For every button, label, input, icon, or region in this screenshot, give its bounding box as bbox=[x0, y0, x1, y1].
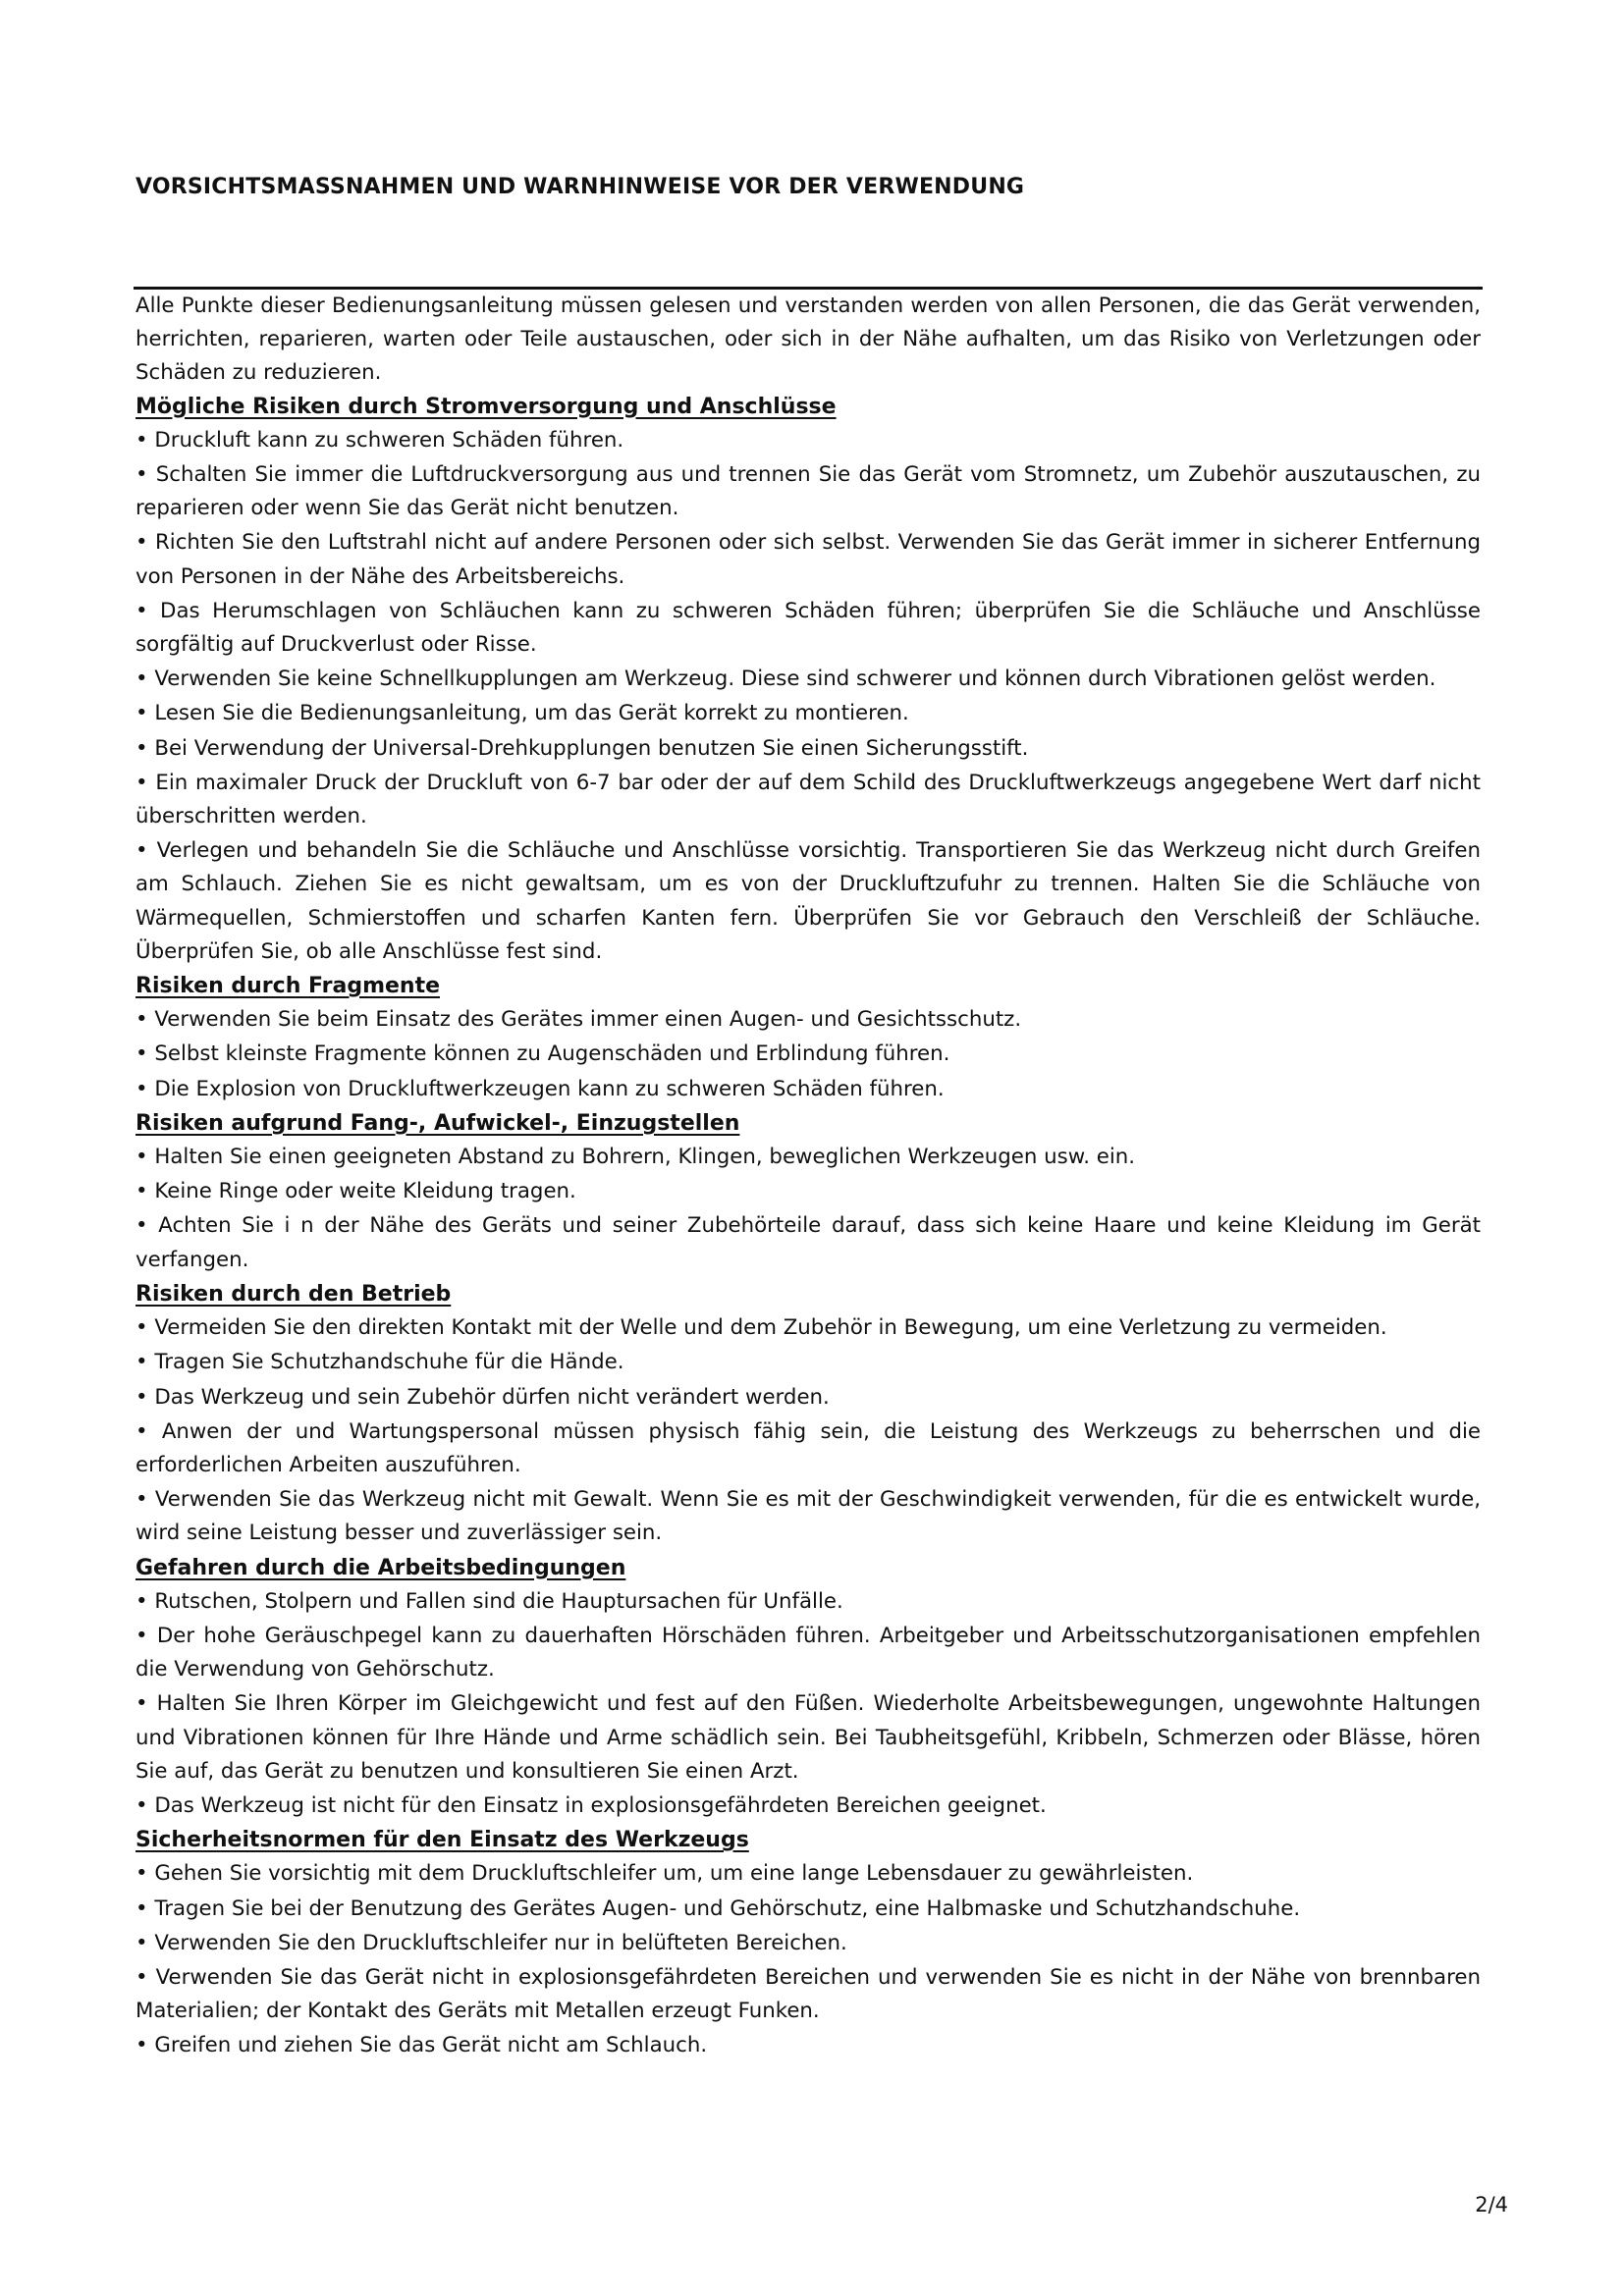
list-item: • Anwen der und Wartungspersonal müssen physisch fähig sein, die Leistung des Werkzeugs zu beherrschen und die erforderlichen Arbeiten auszuführen. bbox=[135, 1418, 1481, 1477]
page-number: 2/4 bbox=[1475, 2193, 1508, 2216]
list-item: • Ein maximaler Druck der Druckluft von 6-7 bar oder der auf dem Schild des Druckluftwerkzeugs angegebene Wert darf nicht überschritten werden. bbox=[135, 770, 1481, 829]
page-title: VORSICHTSMASSNAHMEN UND WARNHINWEISE VOR DER VERWENDUNG bbox=[135, 175, 1025, 199]
list-item: • Verwenden Sie beim Einsatz des Gerätes immer einen Augen- und Gesichtsschutz. bbox=[135, 1007, 1022, 1033]
list-item: • Lesen Sie die Bedienungsanleitung, um das Gerät korrekt zu montieren. bbox=[135, 701, 909, 726]
section-heading-power-supply: Mögliche Risiken durch Stromversorgung und Anschlüsse bbox=[135, 394, 837, 419]
list-item: • Verwenden Sie das Werkzeug nicht mit Gewalt. Wenn Sie es mit der Geschwindigkeit verwenden, für die es entwickelt wurde, wird seine Leistung besser und zuverlässiger sein. bbox=[135, 1487, 1481, 1546]
list-item: • Vermeiden Sie den direkten Kontakt mit der Welle und dem Zubehör in Bewegung, um eine Verletzung zu vermeiden. bbox=[135, 1315, 1387, 1341]
list-item: • Das Herumschlagen von Schläuchen kann zu schweren Schäden führen; überprüfen Sie die Schläuche und Anschlüsse sorgfältig auf Druckverlust oder Risse. bbox=[135, 598, 1481, 658]
list-item: • Druckluft kann zu schweren Schäden führen. bbox=[135, 427, 624, 453]
list-item: • Verwenden Sie keine Schnellkupplungen am Werkzeug. Diese sind schwerer und können durch Vibrationen gelöst werden. bbox=[135, 667, 1436, 692]
list-item: • Selbst kleinste Fragmente können zu Augenschäden und Erblindung führen. bbox=[135, 1041, 950, 1067]
list-item: • Die Explosion von Druckluftwerkzeugen kann zu schweren Schäden führen. bbox=[135, 1076, 945, 1101]
list-item: • Verwenden Sie den Druckluftschleifer nur in belüfteten Bereichen. bbox=[135, 1930, 847, 1955]
list-item: • Das Werkzeug ist nicht für den Einsatz in explosionsgefährdeten Bereichen geeignet. bbox=[135, 1792, 1047, 1818]
list-item: • Keine Ringe oder weite Kleidung tragen. bbox=[135, 1179, 576, 1204]
list-item: • Tragen Sie bei der Benutzung des Gerätes Augen- und Gehörschutz, eine Halbmaske und Schutzhandschuhe. bbox=[135, 1896, 1301, 1921]
section-heading-fragments: Risiken durch Fragmente bbox=[135, 974, 441, 999]
list-item: • Schalten Sie immer die Luftdruckversorgung aus und trennen Sie das Gerät vom Stromnetz, um Zubehör auszutauschen, zu reparieren oder wenn Sie das Gerät nicht benutzen. bbox=[135, 462, 1481, 521]
list-item: • Das Werkzeug und sein Zubehör dürfen nicht verändert werden. bbox=[135, 1384, 830, 1410]
list-item: • Greifen und ziehen Sie das Gerät nicht am Schlauch. bbox=[135, 2033, 708, 2058]
list-item: • Rutschen, Stolpern und Fallen sind die Hauptursachen für Unfälle. bbox=[135, 1588, 843, 1614]
section-heading-entanglement: Risiken aufgrund Fang-, Aufwickel-, Einzugstellen bbox=[135, 1110, 740, 1136]
list-item: • Verwenden Sie das Gerät nicht in explosionsgefährdeten Bereichen und verwenden Sie es nicht in der Nähe von brennbaren Materialien; der Kontakt des Geräts mit Metallen erzeugt Funken. bbox=[135, 1964, 1481, 2024]
list-item: • Richten Sie den Luftstrahl nicht auf andere Personen oder sich selbst. Verwenden Sie das Gerät immer in sicherer Entfernung von Personen in der Nähe des Arbeitsbereichs. bbox=[135, 530, 1481, 589]
list-item: • Achten Sie i n der Nähe des Geräts und seiner Zubehörteile darauf, dass sich keine Haare und keine Kleidung im Gerät verfangen. bbox=[135, 1213, 1481, 1272]
list-item: • Verlegen und behandeln Sie die Schläuche und Anschlüsse vorsichtig. Transportieren Sie das Werkzeug nicht durch Greifen am Schlauch. Ziehen Sie es nicht gewaltsam, um es von der Druckluftzufuhr zu trennen. Halten Sie die Schläuche von Wärmequellen, Schmierstoffen und scharfen Kanten fern. Überprüfen Sie vor Gebrauch den Verschleiß der Schläuche. Überprüfen Sie, ob alle Anschlüsse fest sind. bbox=[135, 838, 1481, 964]
list-item: • Halten Sie Ihren Körper im Gleichgewicht und fest auf den Füßen. Wiederholte Arbeitsbewegungen, ungewohnte Haltungen und Vibrationen können für Ihre Hände und Arme schädlich sein. Bei Taubheitsgefühl, Kribbeln, Schmerzen oder Blässe, hören Sie auf, das Gerät zu benutzen und konsultieren Sie einen Arzt. bbox=[135, 1691, 1481, 1784]
document-body bbox=[135, 290, 1481, 2064]
section-heading-working-conditions: Gefahren durch die Arbeitsbedingungen bbox=[135, 1555, 626, 1580]
section-heading-operation: Risiken durch den Betrieb bbox=[135, 1281, 452, 1307]
list-item: • Halten Sie einen geeigneten Abstand zu Bohrern, Klingen, beweglichen Werkzeugen usw. ein. bbox=[135, 1145, 1136, 1170]
list-item: • Tragen Sie Schutzhandschuhe für die Hände. bbox=[135, 1350, 624, 1375]
section-heading-safety-standards: Sicherheitsnormen für den Einsatz des Werkzeugs bbox=[135, 1828, 749, 1853]
list-item: • Der hohe Geräuschpegel kann zu dauerhaften Hörschäden führen. Arbeitgeber und Arbeitsschutzorganisationen empfehlen die Verwendung von Gehörschutz. bbox=[135, 1623, 1481, 1682]
list-item: • Gehen Sie vorsichtig mit dem Druckluftschleifer um, um eine lange Lebensdauer zu gewährleisten. bbox=[135, 1861, 1194, 1887]
intro-paragraph: Alle Punkte dieser Bedienungsanleitung müssen gelesen und verstanden werden von allen Personen, die das Gerät verwenden, herrichten, reparieren, warten oder Teile austauschen, oder sich in der Nähe aufhalten, um das Risiko von Verletzungen oder Schäden zu reduzieren. bbox=[135, 294, 1481, 386]
list-item: • Bei Verwendung der Universal-Drehkupplungen benutzen Sie einen Sicherungsstift. bbox=[135, 735, 1029, 761]
